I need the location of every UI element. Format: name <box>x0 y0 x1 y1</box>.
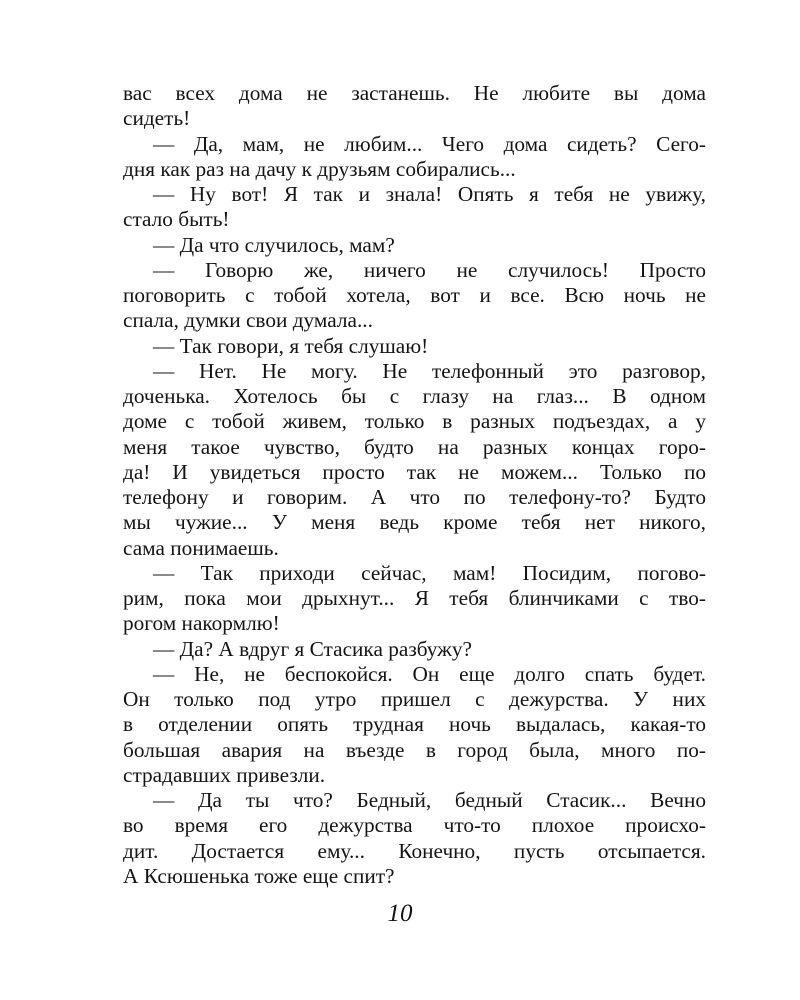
text-line: дит. Достается ему... Конечно, пусть отсыпается. <box>123 838 706 863</box>
text-line: — Говорю же, ничего не случилось! Просто <box>153 257 706 282</box>
page-body-text <box>123 81 706 889</box>
text-line: телефону и говорим. А что по телефону-то? Будто <box>123 485 706 509</box>
text-line: А Ксюшенька тоже еще спит? <box>123 863 395 888</box>
text-line: страдавших привезли. <box>123 762 326 787</box>
text-line: Он только под утро пришел с дежурства. У них <box>123 687 706 711</box>
text-line: доченька. Хотелось бы с глазу на глаз... В одном <box>123 384 706 408</box>
text-line: рим, пока мои дрыхнут... Я тебя блинчиками с тво- <box>123 586 706 610</box>
text-line: — Ну вот! Я так и знала! Опять я тебя не увижу, <box>153 182 706 206</box>
text-line: доме с тобой живем, только в разных подъездах, а у <box>123 409 706 434</box>
text-line: сама понимаешь. <box>123 535 279 560</box>
text-line: — Так приходи сейчас, мам! Посидим, погово- <box>153 560 706 585</box>
text-line: в отделении опять трудная ночь выдалась, какая-то <box>123 712 706 737</box>
page-number: 10 <box>387 900 413 927</box>
text-line: — Так говори, я тебя слушаю! <box>153 333 429 358</box>
text-line: — Да что случилось, мам? <box>153 232 395 257</box>
text-line: — Да ты что? Бедный, бедный Стасик... Вечно <box>153 788 706 812</box>
text-line: стало быть! <box>123 207 230 232</box>
text-line: да! И увидеться просто так не можем... Только по <box>123 459 706 484</box>
text-line: — Да? А вдруг я Стасика разбужу? <box>153 636 472 661</box>
text-line: — Да, мам, не любим... Чего дома сидеть? Сего- <box>153 131 706 156</box>
text-line: во время его дежурства что-то плохое происхо- <box>123 813 706 838</box>
text-line: меня такое чувство, будто на разных концах горо- <box>123 434 706 459</box>
text-line: сидеть! <box>123 106 191 131</box>
text-line: поговорить с тобой хотела, вот и все. Всю ночь не <box>123 283 706 307</box>
text-line: большая авария на въезде в город была, много по- <box>123 737 706 762</box>
text-line: рогом накормлю! <box>123 611 280 636</box>
text-line: — Нет. Не могу. Не телефонный это разговор, <box>153 358 706 383</box>
text-line: спала, думки свои думала... <box>123 308 373 333</box>
text-line: — Не, не беспокойся. Он еще долго спать будет. <box>153 661 706 686</box>
text-line: вас всех дома не застанешь. Не любите вы дома <box>123 81 706 105</box>
text-line: дня как раз на дачу к друзьям собирались... <box>123 156 516 181</box>
text-line: мы чужие... У меня ведь кроме тебя нет никого, <box>123 510 706 535</box>
